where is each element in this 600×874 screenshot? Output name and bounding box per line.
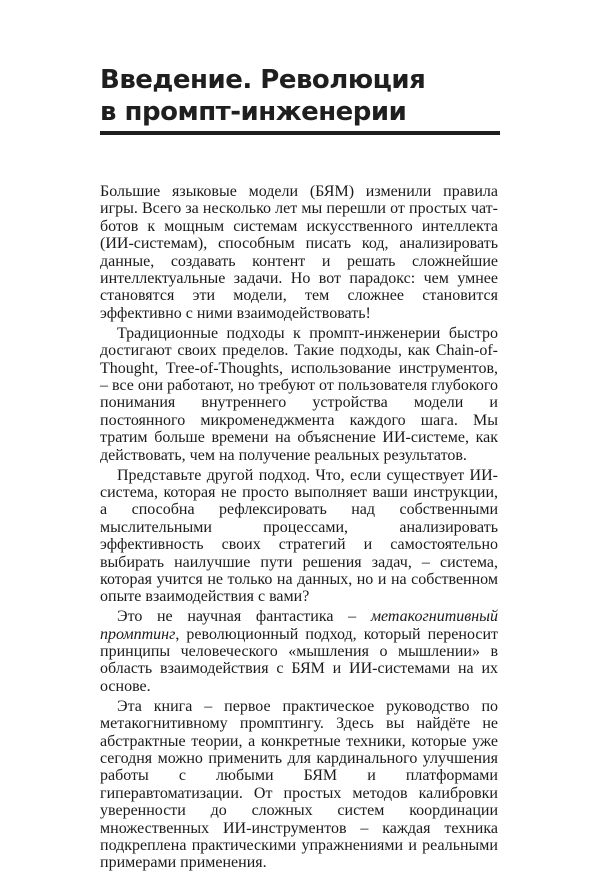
body-text — [100, 183, 498, 874]
chapter-title-line-1: Введение. Революция — [100, 65, 426, 95]
chapter-title — [100, 64, 520, 128]
paragraph-1: Большие языковые модели (БЯМ) изменили правила игры. Всего за несколько лет мы перешли от простых чат-ботов к мощным системам искусственного интеллекта (ИИ-системам), способным писать код, анализировать данные, создавать контент и решать сложнейшие интеллектуальные задачи. Но вот парадокс: чем умнее становятся эти модели, тем сложнее становится эффективно с ними взаимодействовать! — [100, 183, 498, 322]
paragraph-4-rest: , революционный подход, который переносит принципы человеческого «мышления о мышлении» в область взаимодействия с БЯМ и ИИ-системами на их основе. — [100, 625, 498, 695]
paragraph-4-lead: Это не научная фантастика – — [117, 608, 371, 626]
paragraph-3: Представьте другой подход. Что, если существует ИИ-система, которая не просто выполняет ваши инструкции, а способна рефлексировать над собственными мыслительными процессами, анализировать эффективность своих стратегий и самостоятельно выбирать наилучшие пути решения задач, – система, которая учится не только на данных, но и на собственном опыте взаимодействия с вами? — [100, 466, 498, 606]
paragraph-5: Эта книга – первое практическое руководство по метакогнитивному промптингу. Здесь вы найдёте не абстрактные теории, а конкретные техники, которые уже сегодня можно применить для кардинального улучшения работы с любыми БЯМ и платформами гиперавтоматизации. От простых методов калибровки уверенности до сложных систем координации множественных ИИ-инструментов – каждая техника подкреплена практическими упражнениями и реальными примерами применения. — [100, 697, 498, 872]
paragraph-2: Традиционные подходы к промпт-инженерии быстро достигают своих пределов. Такие подходы, как Chain-of-Thought, Tree-of-Thoughts, использование инструментов, – все они работают, но требуют от пользователя глубокого понимания внутреннего устройства модели и постоянного микроменеджмента каждого шага. Мы тратим больше времени на объяснение ИИ-системе, как действовать, чем на получение реальных результатов. — [100, 324, 498, 464]
paragraph-4 — [100, 608, 498, 695]
chapter-title-line-2: в промпт-инженерии — [100, 97, 407, 127]
paragraph-4-emphasis: метакогнитивный промптинг — [100, 608, 498, 643]
title-underline-rule — [100, 131, 500, 135]
